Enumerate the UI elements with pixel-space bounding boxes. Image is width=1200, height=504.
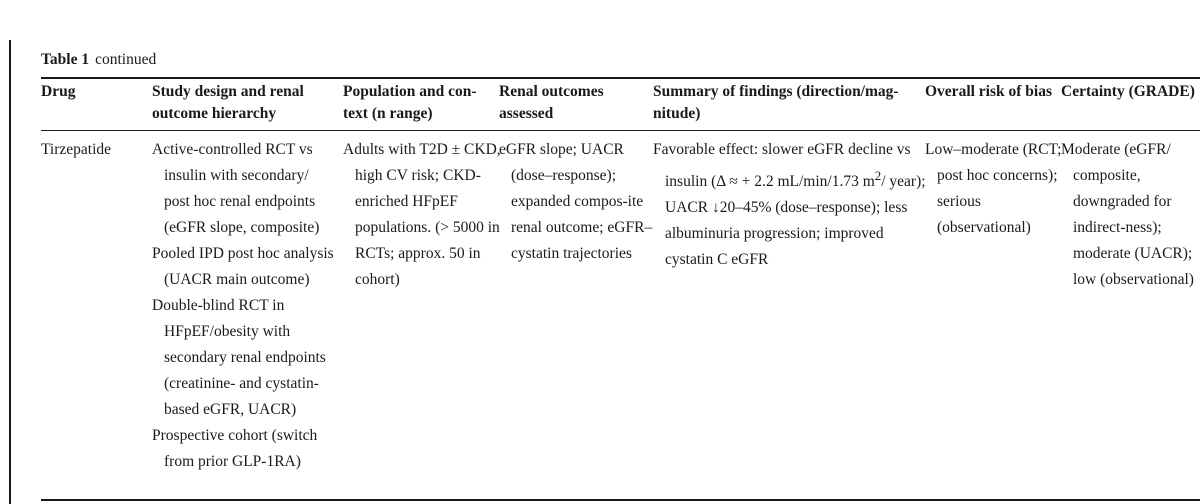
table-caption (41, 50, 156, 70)
table-top-rule (41, 77, 1200, 79)
design-item: Double-blind RCT in HFpEF/obesity with secondary renal endpoints (creatinine- and cystatin-based eGFR, UACR) (152, 297, 326, 418)
findings-text-part2: / year); UACR ↓20–45% (dose–response); less albuminuria progression; improved cystatin C eGFR (665, 173, 926, 269)
header-study-design: Study design and renal outcome hierarchy (152, 83, 304, 122)
left-margin-rule (9, 40, 11, 504)
table-bottom-rule (41, 499, 1200, 501)
table-caption-sublabel: continued (95, 51, 157, 68)
findings-text-part1: Favorable effect: slower eGFR decline vs insulin (Δ ≈ + 2.2 mL/min/1.73 m (653, 141, 911, 191)
header-population: Population and con-text (n range) (343, 83, 477, 122)
cell-certainty: Moderate (eGFR/ composite, downgraded for indirect-ness); moderate (UACR); low (observational) (1061, 141, 1194, 288)
findings-superscript: 2 (874, 168, 882, 183)
header-drug: Drug (41, 83, 76, 100)
header-summary-of-findings: Summary of findings (direction/mag-nitude) (653, 83, 899, 122)
cell-study-design (152, 137, 334, 475)
design-item: Prospective cohort (switch from prior GLP-1RA) (152, 427, 318, 470)
header-renal-outcomes: Renal outcomes assessed (499, 83, 604, 122)
table-caption-label: Table 1 (41, 51, 90, 68)
header-certainty: Certainty (GRADE) (1061, 83, 1195, 100)
cell-risk-of-bias: Low–moderate (RCT; post hoc concerns); serious (observational) (925, 141, 1062, 236)
cell-population: Adults with T2D ± CKD, high CV risk; CKD-enriched HFpEF populations. (> 5000 in RCTs; approx. 50 in cohort) (343, 141, 501, 288)
cell-renal-outcomes: eGFR slope; UACR (dose–response); expanded compos-ite renal outcome; eGFR–cystatin trajectories (499, 141, 653, 262)
cell-summary-of-findings (653, 137, 927, 273)
table-header-rule (41, 130, 1200, 131)
design-item: Pooled IPD post hoc analysis (UACR main outcome) (152, 245, 334, 288)
cell-drug: Tirzepatide (41, 141, 112, 158)
header-risk-of-bias: Overall risk of bias (925, 83, 1053, 100)
design-item: Active-controlled RCT vs insulin with secondary/ post hoc renal endpoints (eGFR slope, composite) (152, 141, 320, 236)
